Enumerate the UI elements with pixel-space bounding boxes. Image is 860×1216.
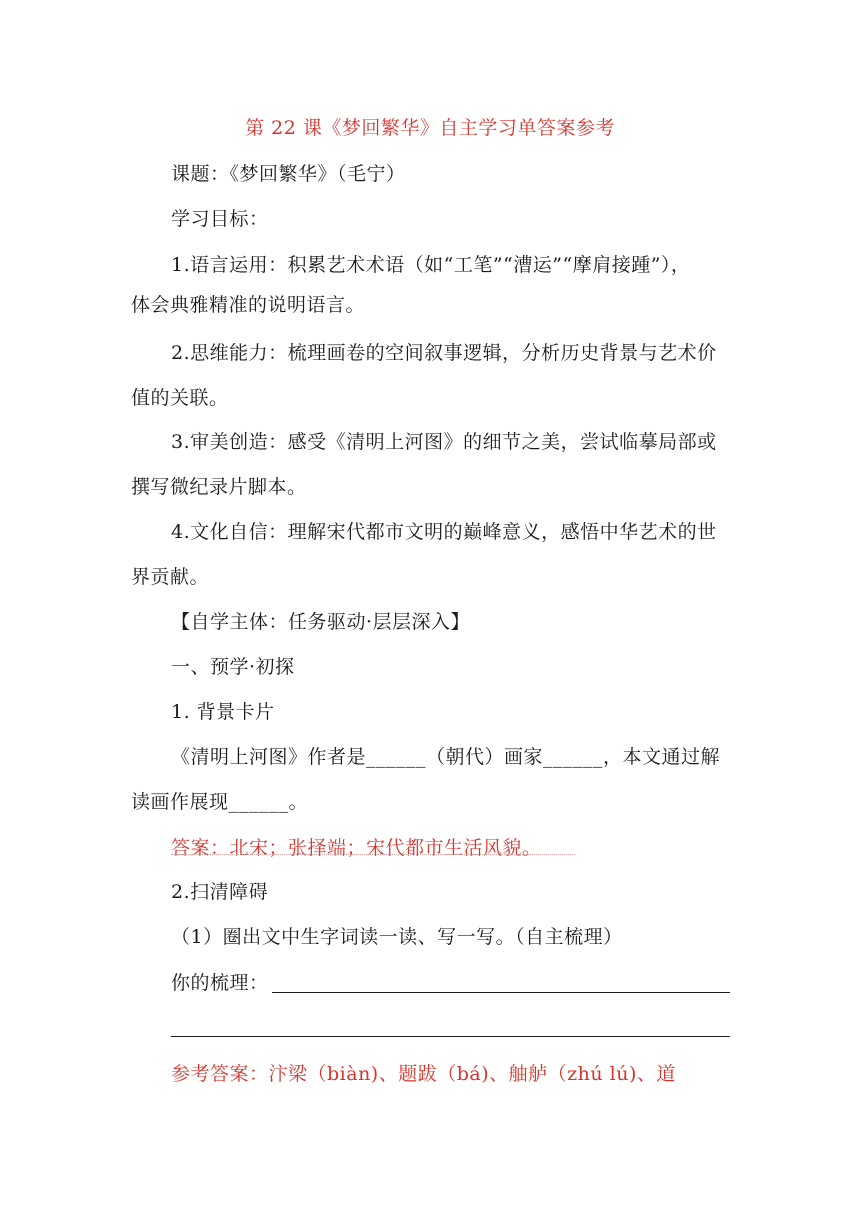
objective-4-line-2: 界贡献。 [131,566,210,588]
question-line-2: 读画作展现______。 [131,791,309,813]
reference-answer: 参考答案：汴梁（biàn)、题跋（bá)、舳舻（zhú lú)、道 [171,1063,676,1085]
item-2-heading: 2.扫清障碍 [171,881,269,903]
objective-3-line-1: 3.审美创造：感受《清明上河图》的细节之美，尝试临摹局部或 [171,431,717,453]
answer-text: 答案：北宋；张择端；宋代都市生活风貌。 [171,837,542,859]
document-title: 第 22 课《梦回繁华》自主学习单答案参考 [245,117,615,139]
objectives-heading: 学习目标： [171,208,269,230]
part-one-heading: 一、预学·初探 [171,656,295,678]
item-1-background-card: 1. 背景卡片 [171,701,275,723]
lesson-topic: 课题：《梦回繁华》（毛宁） [171,163,406,185]
section-main-heading: 【自学主体：任务驱动·层层深入】 [171,611,471,633]
notes-fill-line-2 [171,1036,730,1037]
objective-2-line-2: 值的关联。 [131,387,229,409]
answer-underline [171,854,575,855]
objective-1-line-2: 体会典雅精准的说明语言。 [131,294,366,316]
notes-fill-line-1 [272,992,730,993]
your-notes-label: 你的梳理： [171,972,269,994]
objective-2-line-1: 2.思维能力：梳理画卷的空间叙事逻辑，分析历史背景与艺术价 [171,342,717,364]
sub-item-1: （1）圈出文中生字词读一读、写一写。（自主梳理） [171,926,623,948]
objective-3-line-2: 撰写微纪录片脚本。 [131,476,307,498]
question-line-1: 《清明上河图》作者是______（朝代）画家______，本文通过解 [171,746,721,768]
objective-1-line-1: 1.语言运用：积累艺术术语（如“工笔”“漕运”“摩肩接踵”）， [171,254,691,276]
objective-4-line-1: 4.文化自信：理解宋代都市文明的巅峰意义，感悟中华艺术的世 [171,521,717,543]
